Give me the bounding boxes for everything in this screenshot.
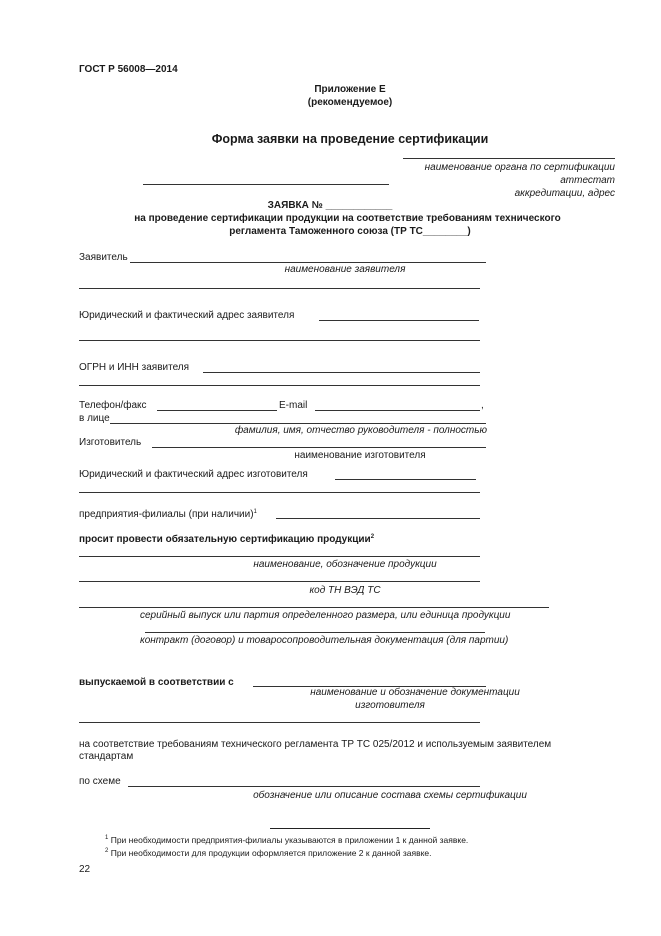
email-input[interactable] [315, 410, 480, 411]
footnote-1: $^1$ При необходимости предприятия-филиалы указываются в приложении 1 к данной заявке. [105, 835, 469, 845]
page-title: Форма заявки на проведение сертификации [211, 132, 489, 146]
head-input[interactable] [110, 423, 486, 424]
footnote-ref-2: 2 [370, 534, 375, 540]
org-caption-2: аттестат [560, 175, 615, 186]
branches-label: предприятия-филиалы (при наличии)$^1$ [79, 509, 257, 520]
manufacturer-label: Изготовитель [79, 437, 142, 448]
footnote-divider [270, 828, 430, 829]
phone-input[interactable] [157, 410, 277, 411]
manufacturer-address-input[interactable] [335, 479, 476, 480]
request-label: просит провести обязательную сертификацию продукции$^2$ [79, 534, 375, 545]
docs-caption-2: изготовителя [355, 700, 425, 711]
footnote-2: $^2$ При необходимости для продукции оформляется приложение 2 к данной заявке. [105, 848, 432, 858]
address-input[interactable] [319, 320, 479, 321]
address-label: Юридический и фактический адрес заявителя [79, 310, 295, 321]
application-subtitle-1: на проведение сертификации продукции на соответствие требованиям технического [134, 213, 561, 224]
ogrn-label: ОГРН и ИНН заявителя [79, 362, 190, 373]
code-input[interactable] [79, 581, 480, 582]
issued-label: выпускаемой в соответствии с [79, 677, 234, 688]
scheme-input[interactable] [128, 786, 480, 787]
docs-line-2[interactable] [79, 722, 480, 723]
contract-caption: контракт (договор) и товаросопроводительная документация (для партии) [140, 635, 509, 646]
comma: , [481, 400, 484, 411]
appendix-note: (рекомендуемое) [307, 97, 393, 108]
footnote-ref-1: 1 [253, 509, 257, 515]
email-label: E-mail [279, 400, 308, 411]
standard-id: ГОСТ Р 56008—2014 [79, 64, 178, 75]
ogrn-line-2[interactable] [79, 385, 480, 386]
appendix-title: Приложение Е [314, 84, 386, 95]
org-caption-1: наименование органа по сертификации [424, 162, 615, 173]
branches-input[interactable] [276, 518, 480, 519]
serial-caption: серийный выпуск или партия определенного размера, или единица продукции [140, 610, 511, 621]
compliance-text-2: стандартам [79, 751, 134, 762]
product-input[interactable] [79, 556, 480, 557]
manufacturer-address-line-2[interactable] [79, 492, 480, 493]
manufacturer-input[interactable] [152, 447, 486, 448]
applicant-line-2[interactable] [79, 288, 480, 289]
address-line-2[interactable] [79, 340, 480, 341]
phone-label: Телефон/факс [79, 400, 147, 411]
application-number: ЗАЯВКА № ____________ [267, 200, 393, 211]
scheme-label: по схеме [79, 776, 121, 787]
represented-by-label: в лице [79, 413, 110, 424]
manufacturer-caption: наименование изготовителя [294, 450, 426, 461]
compliance-text-1: на соответствие требованиям технического регламента ТР ТС 025/2012 и используемым заявителем [79, 739, 552, 750]
code-caption: код ТН ВЭД ТС [309, 585, 381, 596]
product-caption: наименование, обозначение продукции [253, 559, 437, 570]
accreditation-line[interactable] [143, 184, 389, 185]
docs-caption-1: наименование и обозначение документации [310, 687, 520, 698]
applicant-label: Заявитель [79, 252, 128, 263]
org-caption-3: аккредитации, адрес [514, 188, 615, 199]
head-caption: фамилия, имя, отчество руководителя - полностью [234, 425, 487, 436]
ogrn-input[interactable] [203, 372, 480, 373]
applicant-caption: наименование заявителя [284, 264, 406, 275]
serial-input[interactable] [79, 607, 549, 608]
manufacturer-address-label: Юридический и фактический адрес изготовителя [79, 469, 308, 480]
applicant-input[interactable] [130, 262, 486, 263]
scheme-caption: обозначение или описание состава схемы сертификации [253, 790, 527, 801]
application-subtitle-2: регламента Таможенного союза (ТР ТС________) [229, 226, 471, 237]
org-name-line[interactable] [403, 158, 615, 159]
page-number: 22 [79, 864, 91, 875]
contract-input[interactable] [145, 632, 485, 633]
